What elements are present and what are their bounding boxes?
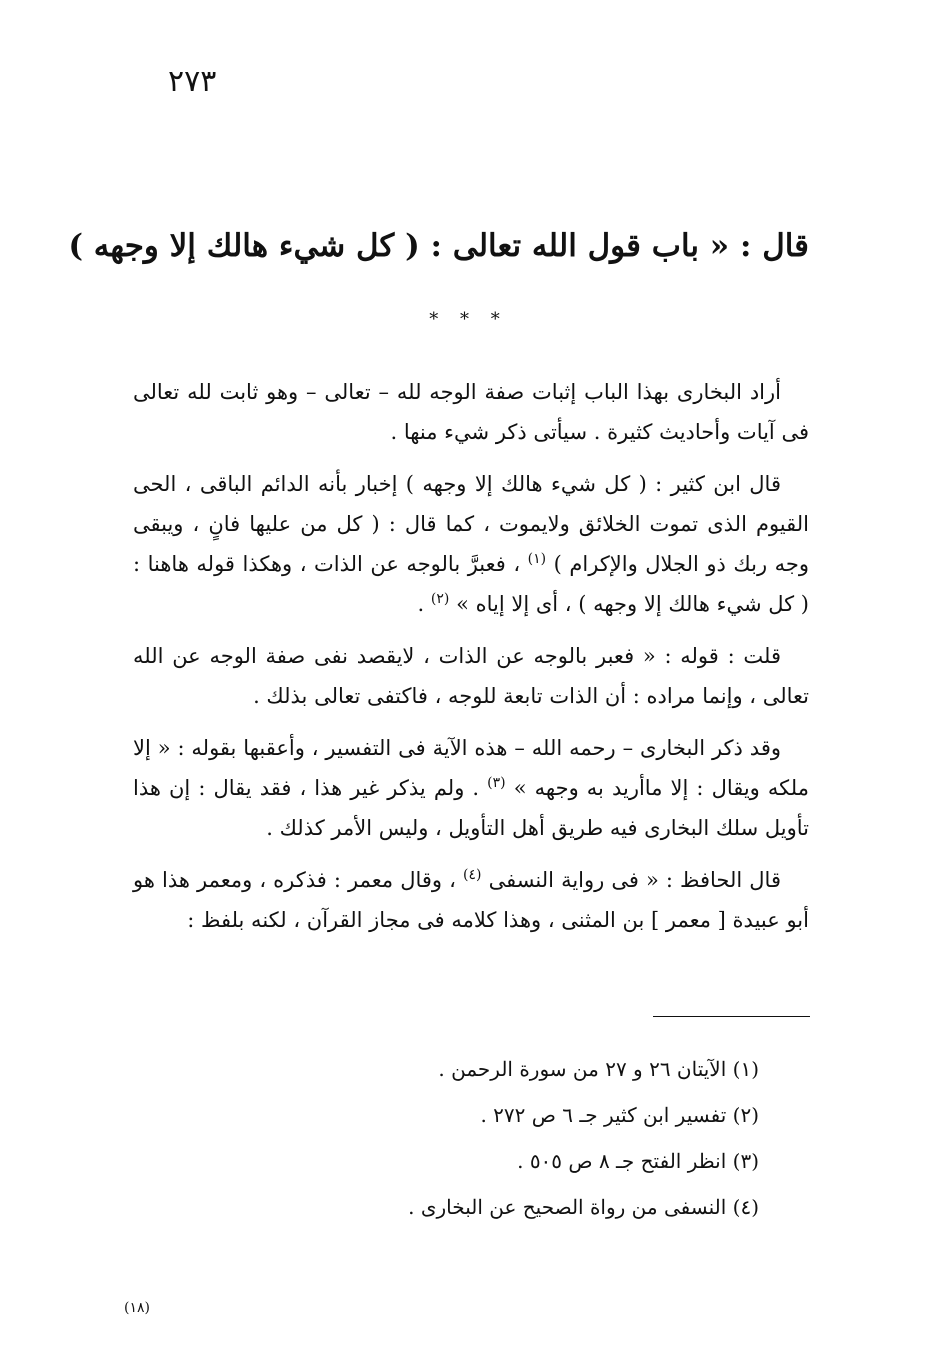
- footnote-ref-4: (٤): [463, 867, 482, 883]
- paragraph-4: [133, 728, 809, 848]
- paragraph-1-text: أراد البخارى بهذا الباب إثبات صفة الوجه لله – تعالى – وهو ثابت لله تعالى فى آيات وأحاديث كثيرة . سيأتى ذكر شيء منها .: [133, 380, 809, 444]
- paragraph-5-text-b: ، وقال معمر : فذكره ، ومعمر هذا هو أبو عبيدة [ معمر ] بن المثنى ، وهذا كلامه فى مجاز القرآن ، لكنه بلفظ :: [133, 868, 809, 932]
- paragraph-2: [133, 464, 809, 624]
- paragraph-5: [133, 860, 809, 940]
- paragraph-3: [133, 636, 809, 716]
- separator-stars: * * *: [429, 309, 508, 330]
- footnote-1: (١) الآيتان ٢٦ و ٢٧ من سورة الرحمن .: [438, 1057, 759, 1081]
- paragraph-3-text: قلت : قوله : « فعبر بالوجه عن الذات ، لايقصد نفى صفة الوجه عن الله تعالى ، وإنما مراده : أن الذات تابعة للوجه ، فاكتفى تعالى بذلك .: [133, 644, 809, 708]
- footnotes: [200, 1046, 759, 1230]
- page-number: ٢٧٣: [168, 64, 217, 99]
- main-text: [133, 372, 809, 952]
- footnote-ref-3: (٣): [487, 775, 506, 791]
- footnote-ref-1: (١): [527, 551, 547, 567]
- paragraph-5-text-a: قال الحافظ : « فى رواية النسفى: [488, 868, 781, 892]
- chapter-title: قال : « باب قول الله تعالى : ( كل شيء هالك إلا وجهه ): [68, 228, 809, 264]
- paragraph-2-text-c: .: [417, 592, 425, 616]
- footnote-4: (٤) النسفى من رواة الصحيح عن البخارى .: [408, 1195, 759, 1219]
- paragraph-2-text-b: ، فعبرَّ بالوجه عن الذات ، وهكذا قوله هاهنا : ( كل شيء هالك إلا وجهه ) ، أى إلا إياه »: [133, 552, 809, 616]
- footnote-2: (٢) تفسير ابن كثير جـ ٦ ص ٢٧٢ .: [480, 1103, 759, 1127]
- paragraph-2-text-a: قال ابن كثير : ( كل شيء هالك إلا وجهه ) إخبار بأنه الدائم الباقى ، الحى القيوم الذى تموت الخلائق ولايموت ، كما قال : ( كل من عليها فانٍ ، ويبقى وجه ربك ذو الجلال والإكرام ): [133, 472, 809, 576]
- paragraph-4-text-b: . ولم يذكر غير هذا ، فقد يقال : إن هذا تأويل سلك البخارى فيه طريق أهل التأويل ، وليس الأمر كذلك .: [133, 776, 809, 840]
- paragraph-4-text-a: وقد ذكر البخارى – رحمه الله – هذه الآية فى التفسير ، وأعقبها بقوله : « إلا ملكه ويقال : إلا ماأريد به وجهه »: [133, 736, 809, 800]
- footnote-ref-2: (٢): [430, 591, 450, 607]
- footnote-divider: [653, 1016, 810, 1017]
- paragraph-1: [133, 372, 809, 452]
- signature-number: (١٨): [124, 1300, 150, 1316]
- footnote-3: (٣) انظر الفتح جـ ٨ ص ٥٠٥ .: [517, 1149, 759, 1173]
